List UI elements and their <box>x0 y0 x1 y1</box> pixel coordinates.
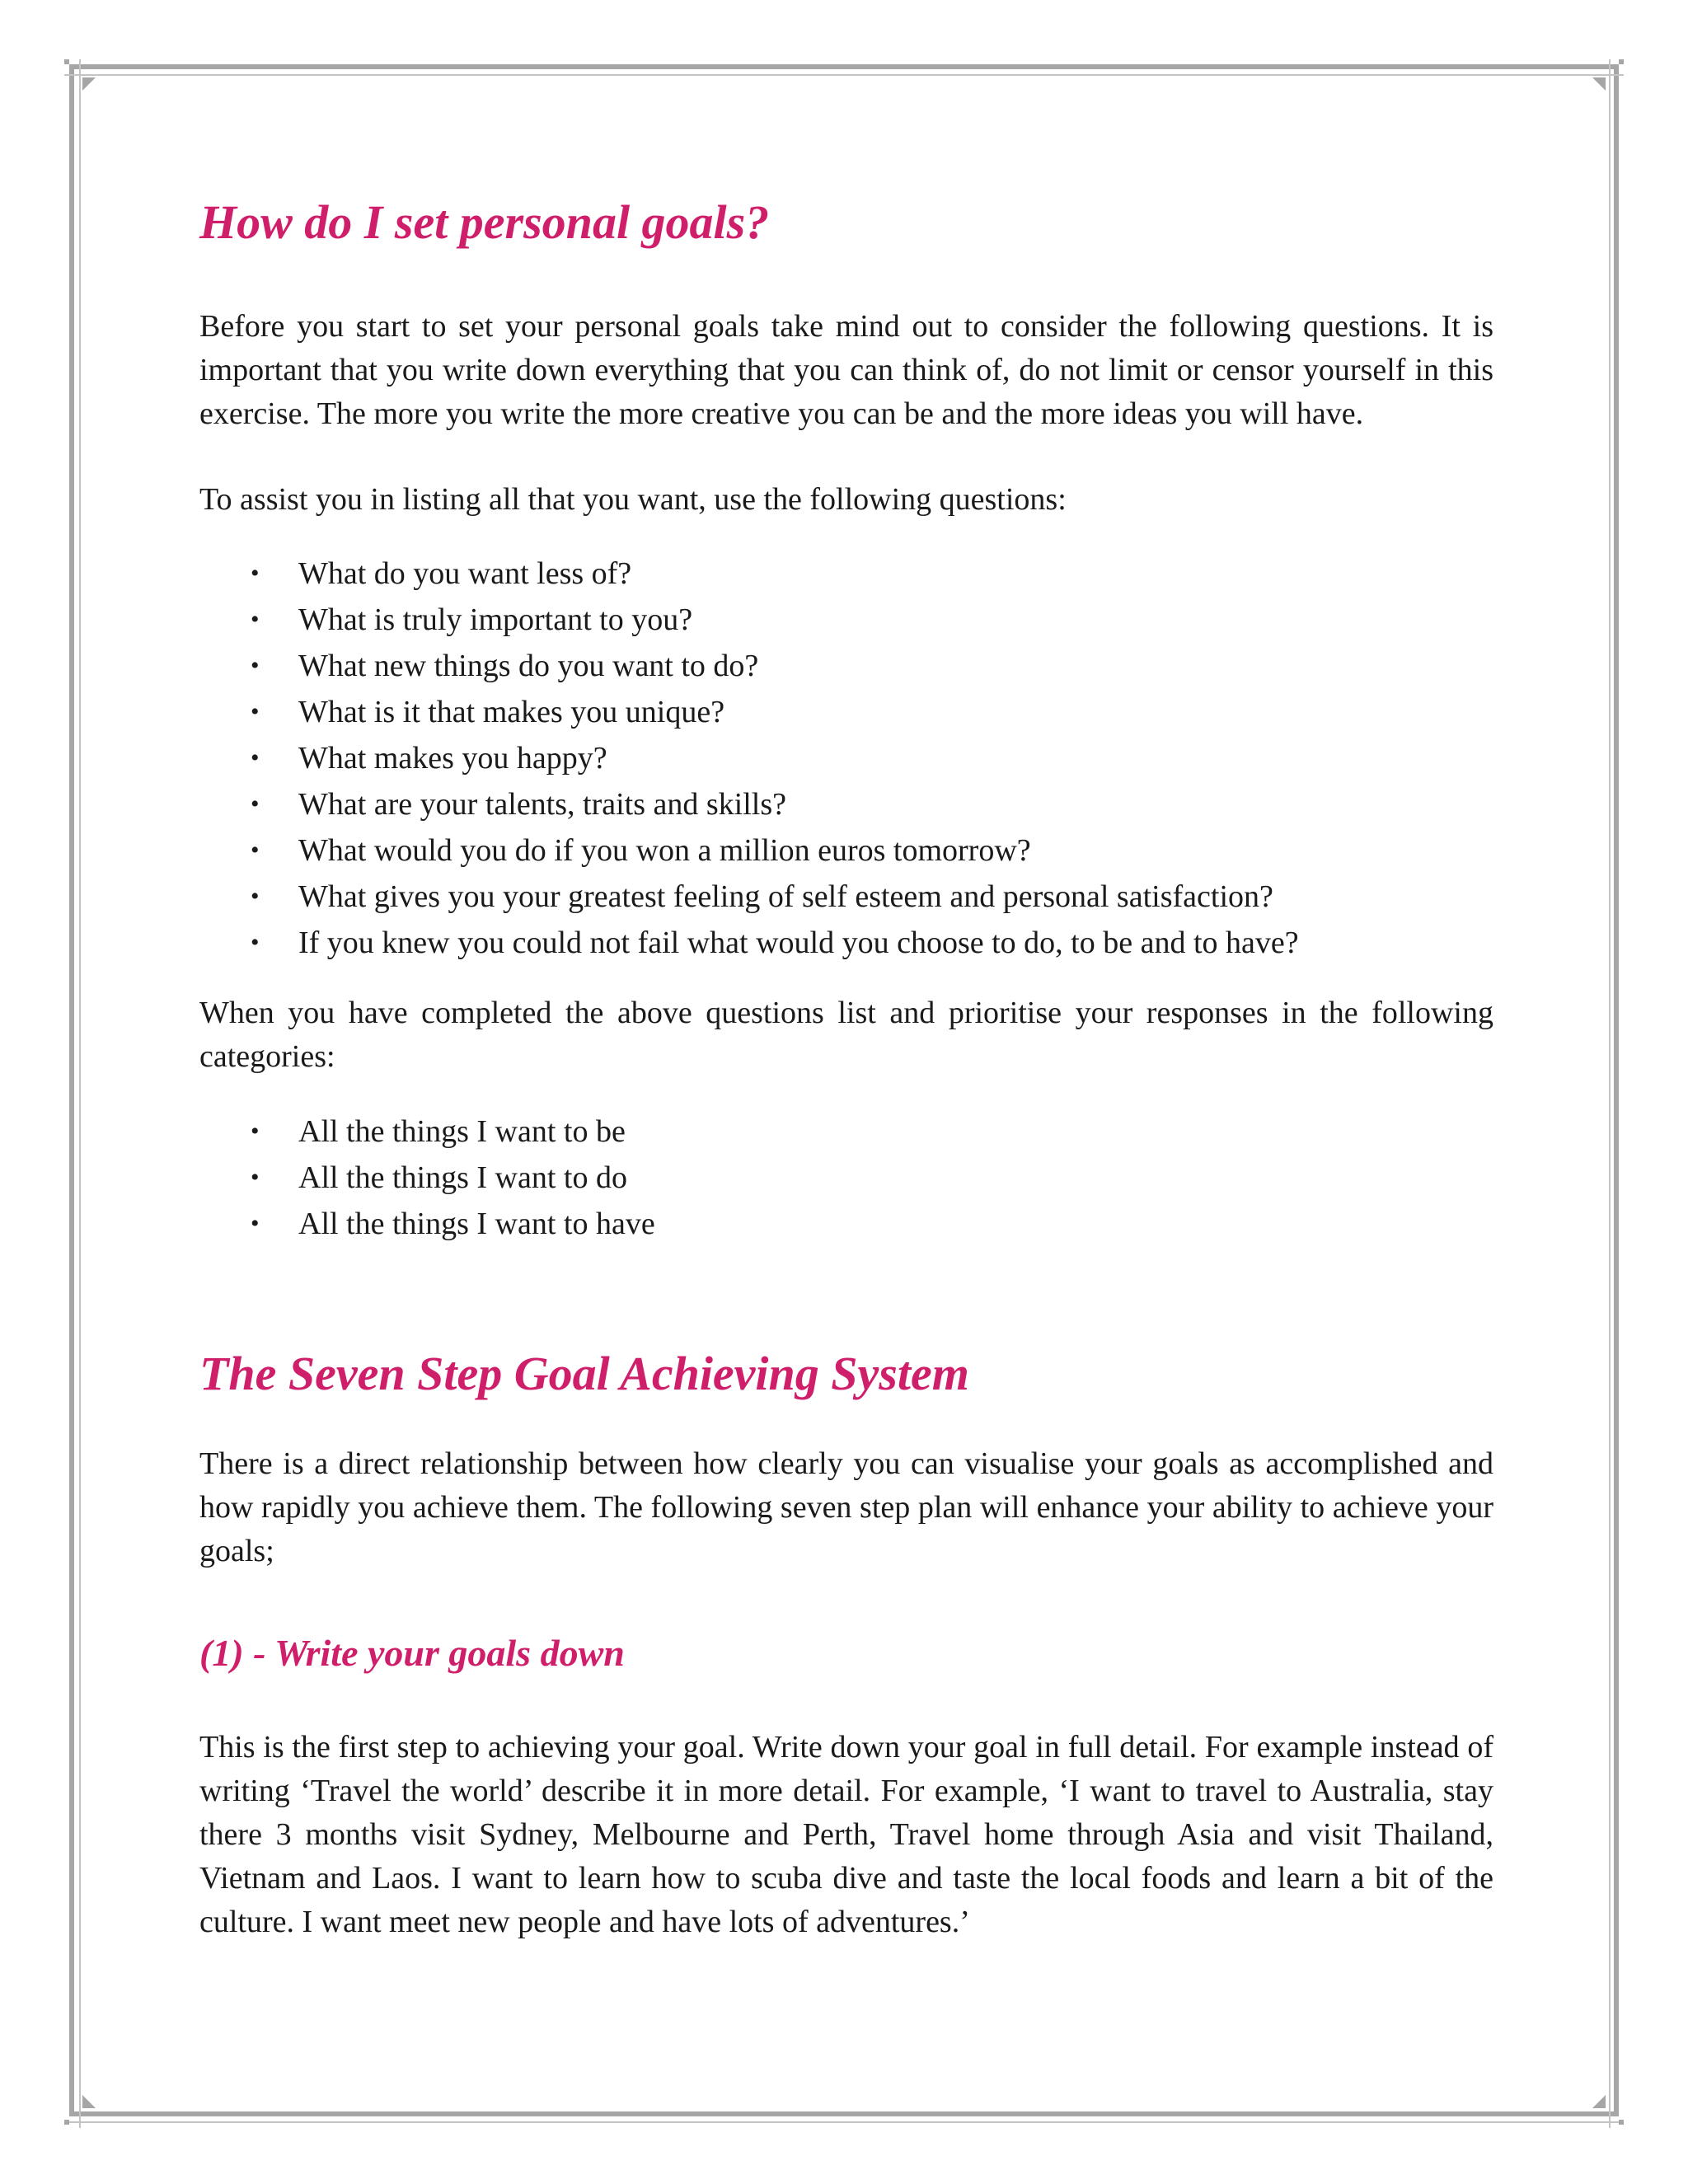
bullet-icon: • <box>251 560 260 587</box>
list-item: • What is it that makes you unique? <box>199 689 1493 735</box>
bullet-icon: • <box>251 744 260 771</box>
list-item: • What do you want less of? <box>199 551 1493 597</box>
bullet-icon: • <box>251 1164 260 1191</box>
corner-ornament-bottom-left <box>82 2095 96 2108</box>
bullet-icon: • <box>251 606 260 633</box>
list-item: • If you knew you could not fail what would you choose to do, to be and to have? <box>199 920 1493 966</box>
intro-paragraph: Before you start to set your personal goals take mind out to consider the following questions. It is important that you write down everything that you can think of, do not limit or censor yourself in this exercise. The more you write the more creative you can be and the more ideas you will have. <box>199 309 1493 431</box>
list-item: • What makes you happy? <box>199 735 1493 781</box>
border-left-inner <box>79 59 81 2128</box>
corner-dot-top-left <box>64 59 69 64</box>
assist-paragraph: To assist you in listing all that you want, use the following questions: <box>199 482 1067 517</box>
border-top-inner <box>64 74 1624 76</box>
seven-step-intro-paragraph: There is a direct relationship between how clearly you can visualise your goals as accomplished and how rapidly you achieve them. The following seven step plan will enhance your ability to achieve your goals; <box>199 1446 1493 1568</box>
step-one-heading: (1) - Write your goals down <box>199 1632 625 1674</box>
border-left <box>69 64 74 2116</box>
corner-dot-top-right <box>1619 59 1624 64</box>
bullet-icon: • <box>251 1210 260 1237</box>
border-top <box>69 64 1619 69</box>
border-bottom-inner <box>64 2121 1624 2123</box>
step-one-paragraph: This is the first step to achieving your goal. Write down your goal in full detail. For example instead of writing ‘Travel the world’ describe it in more detail. For example, ‘I want to travel to Australia, stay there 3 months visit Sydney, Melbourne and Perth, Travel home through Asia and visit Thailand, Vietnam and Laos. I want to learn how to scuba dive and taste the local foods and learn a bit of the culture. I want meet new people and have lots of adventures.’ <box>199 1730 1493 1939</box>
list-item: • All the things I want to have <box>199 1201 1493 1247</box>
border-bottom <box>69 2111 1619 2116</box>
bullet-icon: • <box>251 1118 260 1145</box>
bullet-icon: • <box>251 883 260 910</box>
list-item: • What are your talents, traits and skills? <box>199 781 1493 827</box>
categories-list <box>199 1108 1493 1247</box>
list-item: • What is truly important to you? <box>199 597 1493 643</box>
list-item: • All the things I want to do <box>199 1155 1493 1201</box>
corner-ornament-top-left <box>82 77 96 91</box>
bullet-icon: • <box>251 652 260 679</box>
questions-list <box>199 551 1493 966</box>
list-item: • What gives you your greatest feeling of self esteem and personal satisfaction? <box>199 874 1493 920</box>
border-right-inner <box>1609 59 1611 2128</box>
list-item: • What would you do if you won a million euros tomorrow? <box>199 827 1493 874</box>
bullet-icon: • <box>251 698 260 725</box>
corner-dot-bottom-right <box>1619 2120 1624 2125</box>
section-heading-personal-goals: How do I set personal goals? <box>199 195 770 249</box>
after-questions-paragraph: When you have completed the above questions list and prioritise your responses in the following categories: <box>199 996 1493 1074</box>
list-item: • All the things I want to be <box>199 1108 1493 1155</box>
bullet-icon: • <box>251 837 260 864</box>
bullet-icon: • <box>251 929 260 956</box>
corner-ornament-top-right <box>1592 77 1606 91</box>
border-right <box>1614 64 1619 2116</box>
bullet-icon: • <box>251 790 260 818</box>
corner-dot-bottom-left <box>64 2120 69 2125</box>
list-item: • What new things do you want to do? <box>199 643 1493 689</box>
corner-ornament-bottom-right <box>1592 2095 1606 2108</box>
section-heading-seven-step: The Seven Step Goal Achieving System <box>199 1347 969 1400</box>
